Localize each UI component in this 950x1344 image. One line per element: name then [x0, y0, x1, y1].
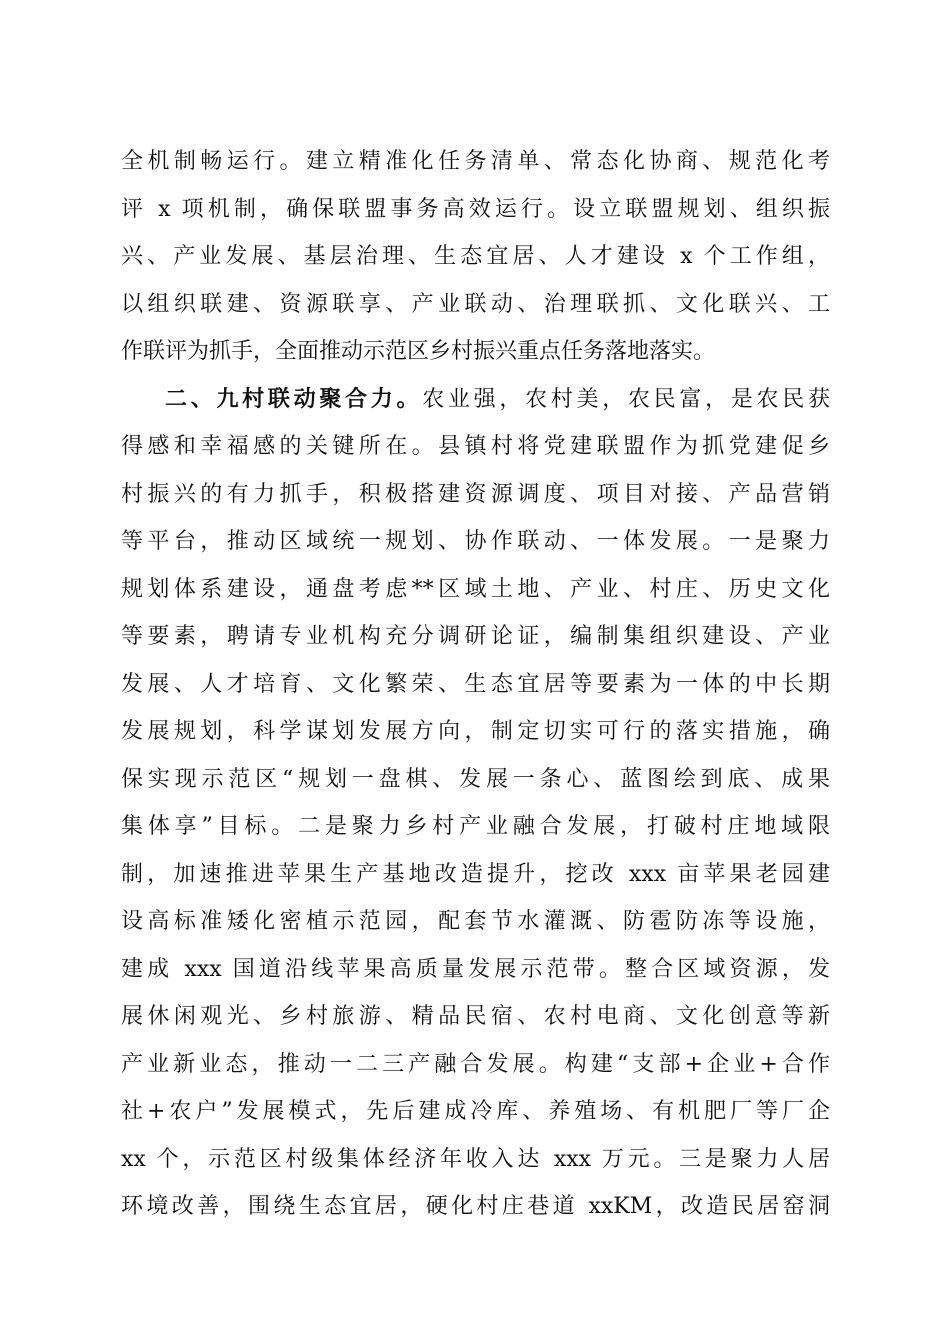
text-line: 以组织联建、资源联享、产业联动、治理联抓、文化联兴、工 [121, 291, 830, 317]
text-line: 制，加速推进苹果生产基地改造提升，挖改 xxx 亩苹果老园建 [121, 861, 830, 887]
text-line: 建成 xxx 国道沿线苹果高质量发展示范带。整合区域资源，发 [121, 956, 830, 982]
paragraph-1 [121, 138, 830, 376]
text-line: 规划体系建设，通盘考虑**区域土地、产业、村庄、历史文化 [121, 576, 830, 602]
text-line: 环境改善，围绕生态宜居，硬化村庄巷道 xxKM，改造民居窑洞 [121, 1194, 830, 1219]
document-body [121, 138, 830, 1231]
text-line: 保实现示范区“规划一盘棋、发展一条心、蓝图绘到底、成果 [121, 766, 830, 792]
text-line: 全机制畅运行。建立精准化任务清单、常态化协商、规范化考 [121, 149, 830, 174]
text-line: 发展、人才培育、文化繁荣、生态宜居等要素为一体的中长期 [121, 671, 830, 697]
text-line: 展休闲观光、乡村旅游、精品民宿、农村电商、文化创意等新 [121, 1004, 830, 1029]
text-line: 评 x 项机制，确保联盟事务高效运行。设立联盟规划、组织振 [121, 196, 830, 222]
text-line: 等平台，推动区域统一规划、协作联动、一体发展。一是聚力 [121, 529, 830, 554]
text-line: 得感和幸福感的关键所在。县镇村将党建联盟作为抓党建促乡 [121, 434, 830, 459]
text-line: 兴、产业发展、基层治理、生态宜居、人才建设 x 个工作组， [121, 244, 830, 269]
text-line: 社+农户”发展模式，先后建成冷库、养殖场、有机肥厂等厂企 [121, 1099, 830, 1124]
text-line: 发展规划，科学谋划发展方向，制定切实可行的落实措施，确 [121, 719, 830, 744]
text-line: xx 个，示范区村级集体经济年收入达 xxx 万元。三是聚力人居 [121, 1146, 830, 1172]
section-heading: 二、九村联动聚合力。 [165, 385, 423, 412]
text-line: 作联评为抓手，全面推动示范区乡村振兴重点任务落地落实。 [121, 339, 716, 364]
text-line: 设高标准矮化密植示范园，配套节水灌溉、防雹防冻等设施， [121, 909, 830, 934]
paragraph-2 [121, 376, 830, 1231]
text-line: 产业新业态，推动一二三产融合发展。构建“支部+企业+合作 [121, 1051, 830, 1077]
paragraph-first-line [121, 376, 830, 424]
text-line: 集体享”目标。二是聚力乡村产业融合发展，打破村庄地域限 [121, 814, 830, 839]
text-line: 等要素，聘请专业机构充分调研论证，编制集组织建设、产业 [121, 624, 830, 649]
text-line: 村振兴的有力抓手，积极搭建资源调度、项目对接、产品营销 [121, 481, 830, 507]
text-run: 农业强，农村美，农民富，是农民获 [422, 386, 830, 412]
